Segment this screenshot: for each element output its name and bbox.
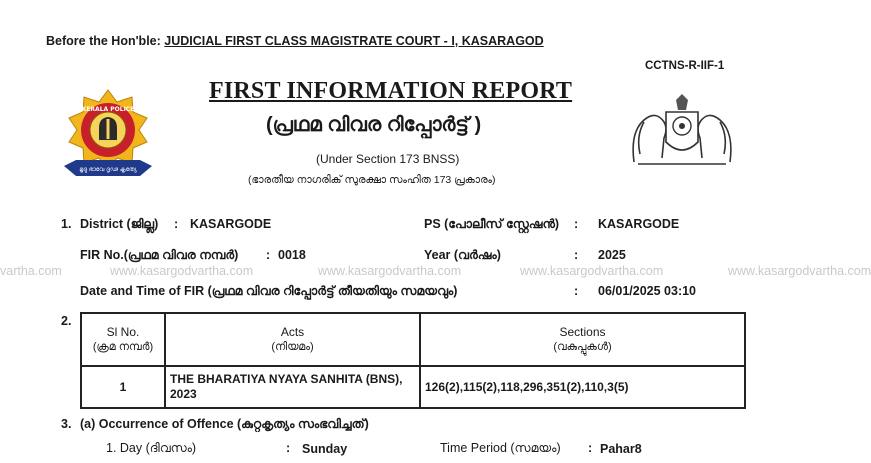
header-sections — [420, 313, 745, 366]
report-title-ml: (പ്രഥമ വിവര റിപ്പോർട്ട് ) — [266, 114, 482, 136]
fir-no-value: 0018 — [278, 248, 306, 262]
fir-no-label: FIR No.(പ്രഥമ വിവര നമ്പർ) — [80, 248, 239, 262]
header-acts-sub: (നിയമം) — [271, 341, 314, 353]
row-sections: 126(2),115(2),118,296,351(2),110,3(5) — [420, 366, 745, 408]
under-section: (Under Section 173 BNSS) — [316, 152, 460, 166]
fir-no-separator: : — [266, 248, 271, 262]
year-value: 2025 — [598, 248, 626, 262]
datetime-value: 06/01/2025 03:10 — [598, 284, 697, 298]
kerala-police-logo — [58, 86, 158, 193]
header-sl-sub: (ക്രമ നമ്പർ) — [92, 341, 154, 353]
ps-value: KASARGODE — [598, 217, 680, 231]
kerala-state-emblem — [626, 92, 738, 175]
time-period-separator: : — [588, 441, 593, 455]
datetime-separator: : — [574, 284, 579, 298]
time-period-value: Pahar8 — [600, 442, 642, 456]
court-prefix: Before the Hon'ble: — [46, 34, 161, 48]
header-acts — [165, 313, 420, 366]
watermark-fragment: vartha.com — [0, 264, 62, 278]
occurrence-heading: (a) Occurrence of Offence (കുറ്റകൃത്യം സംഭവിച്ചത്) — [80, 417, 369, 431]
watermark-text: www.kasargodvartha.com — [318, 264, 462, 278]
under-section-ml: (ഭാരതീയ നാഗരിക് സുരക്ഷാ സംഹിത 173 പ്രകാരം) — [248, 174, 496, 186]
watermark-text: www.kasargodvartha.com — [110, 264, 254, 278]
header-acts-label: Acts — [280, 325, 305, 339]
ps-label: PS (പോലീസ് സ്റ്റേഷൻ) — [424, 217, 560, 231]
district-value: KASARGODE — [190, 217, 272, 231]
table-header-row — [81, 313, 745, 366]
header-sections-sub: (വകുപ്പുകൾ) — [553, 341, 612, 353]
row-act: THE BHARATIYA NYAYA SANHITA (BNS), 2023 — [165, 366, 420, 408]
form-code: CCTNS-R-IIF-1 — [645, 60, 725, 72]
year-label: Year (വർഷം) — [424, 248, 501, 262]
year-separator: : — [574, 248, 579, 262]
day-label: 1. Day (ദിവസം) — [106, 441, 197, 455]
district-label: District (ജില്ല) — [80, 217, 159, 231]
item-3-number: 3. — [61, 417, 72, 431]
district-separator: : — [174, 217, 179, 231]
item-2-number: 2. — [61, 314, 72, 328]
day-separator: : — [286, 441, 291, 455]
item-1-number: 1. — [61, 217, 72, 231]
watermark-text: www.kasargodvartha.com — [520, 264, 664, 278]
row-sl-no: 1 — [81, 366, 165, 408]
watermark-text: www.kasargodvartha.com — [728, 264, 871, 278]
ps-separator: : — [574, 217, 579, 231]
court-name: JUDICIAL FIRST CLASS MAGISTRATE COURT - I, KASARAGOD — [164, 34, 544, 48]
time-period-label: Time Period (സമയം) — [440, 441, 561, 455]
header-sl-no — [81, 313, 165, 366]
day-value: Sunday — [302, 442, 348, 456]
header-sections-label: Sections — [559, 325, 606, 339]
logo-motto: മൃദു ഭാവേ ദൃഢ കൃത്യേ — [79, 166, 137, 173]
table-row — [81, 366, 745, 408]
header-sl-label: Sl No. — [106, 325, 140, 339]
acts-sections-table — [80, 312, 746, 409]
logo-ring-text: KERALA POLICE — [81, 106, 135, 113]
court-line — [46, 34, 544, 48]
report-title: FIRST INFORMATION REPORT — [209, 78, 573, 104]
datetime-label: Date and Time of FIR (പ്രഥമ വിവര റിപ്പോർട്ട് തീയതിയും സമയവും) — [80, 284, 458, 298]
